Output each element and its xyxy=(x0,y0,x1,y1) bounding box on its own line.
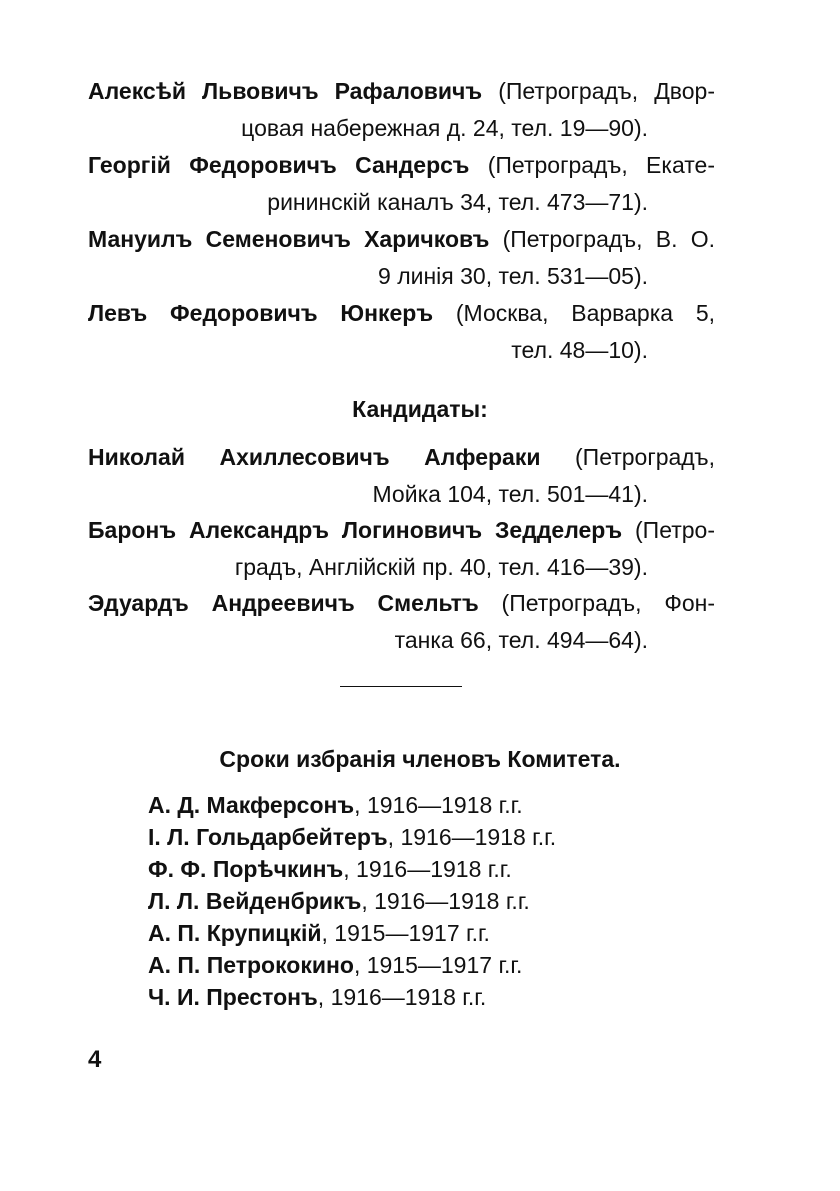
address-continued: Мойка 104, тел. 501—41). xyxy=(372,481,648,507)
address: (Петроградъ, xyxy=(575,444,715,470)
member-name: Алексѣй Львовичъ Рафаловичъ xyxy=(88,78,483,104)
member-name: Левъ Федоровичъ Юнкеръ xyxy=(88,300,434,326)
term-row: Л. Л. Вейденбрикъ, 1916—1918 г.г. xyxy=(148,888,530,914)
address-continued: танка 66, тел. 494—64). xyxy=(394,627,648,653)
address-continued: тел. 48—10). xyxy=(511,337,648,363)
candidate-name: Эдуардъ Андреевичъ Смельтъ xyxy=(88,590,479,616)
term-row: Ф. Ф. Порѣчкинъ, 1916—1918 г.г. xyxy=(148,856,512,882)
term-row: I. Л. Гольдарбейтеръ, 1916—1918 г.г. xyxy=(148,824,557,850)
candidates-heading: Кандидаты: xyxy=(352,396,488,422)
term-row: А. П. Петрококино, 1915—1917 г.г. xyxy=(148,952,523,978)
address-continued: цовая набережная д. 24, тел. 19—90). xyxy=(241,115,648,141)
terms-heading: Сроки избранія членовъ Комитета. xyxy=(219,746,621,772)
candidate-name: Баронъ Александръ Логиновичъ Зедделеръ xyxy=(88,517,623,543)
address: (Москва, Варварка 5, xyxy=(455,300,716,326)
term-row: Ч. И. Престонъ, 1916—1918 г.г. xyxy=(148,984,487,1010)
address-continued: 9 линія 30, тел. 531—05). xyxy=(378,263,648,289)
address-continued: градъ, Англійскій пр. 40, тел. 416—39). xyxy=(234,554,648,580)
member-name: Мануилъ Семеновичъ Харичковъ xyxy=(88,226,490,252)
term-row: А. П. Крупицкій, 1915—1917 г.г. xyxy=(148,920,490,946)
address: (Петро- xyxy=(635,517,715,543)
address: (Петроградъ, Фон- xyxy=(501,590,715,616)
candidate-name: Николай Ахиллесовичъ Алфераки xyxy=(88,444,541,470)
term-row: А. Д. Макферсонъ, 1916—1918 г.г. xyxy=(148,792,523,818)
section-divider xyxy=(340,686,462,687)
address: (Петроградъ, В. О. xyxy=(502,226,715,252)
address-continued: рининскій каналъ 34, тел. 473—71). xyxy=(267,189,648,215)
address: (Петроградъ, Двор- xyxy=(498,78,715,104)
address: (Петроградъ, Екате- xyxy=(487,152,715,178)
page-number: 4 xyxy=(88,1046,102,1073)
member-name: Георгій Федоровичъ Сандерсъ xyxy=(88,152,470,178)
